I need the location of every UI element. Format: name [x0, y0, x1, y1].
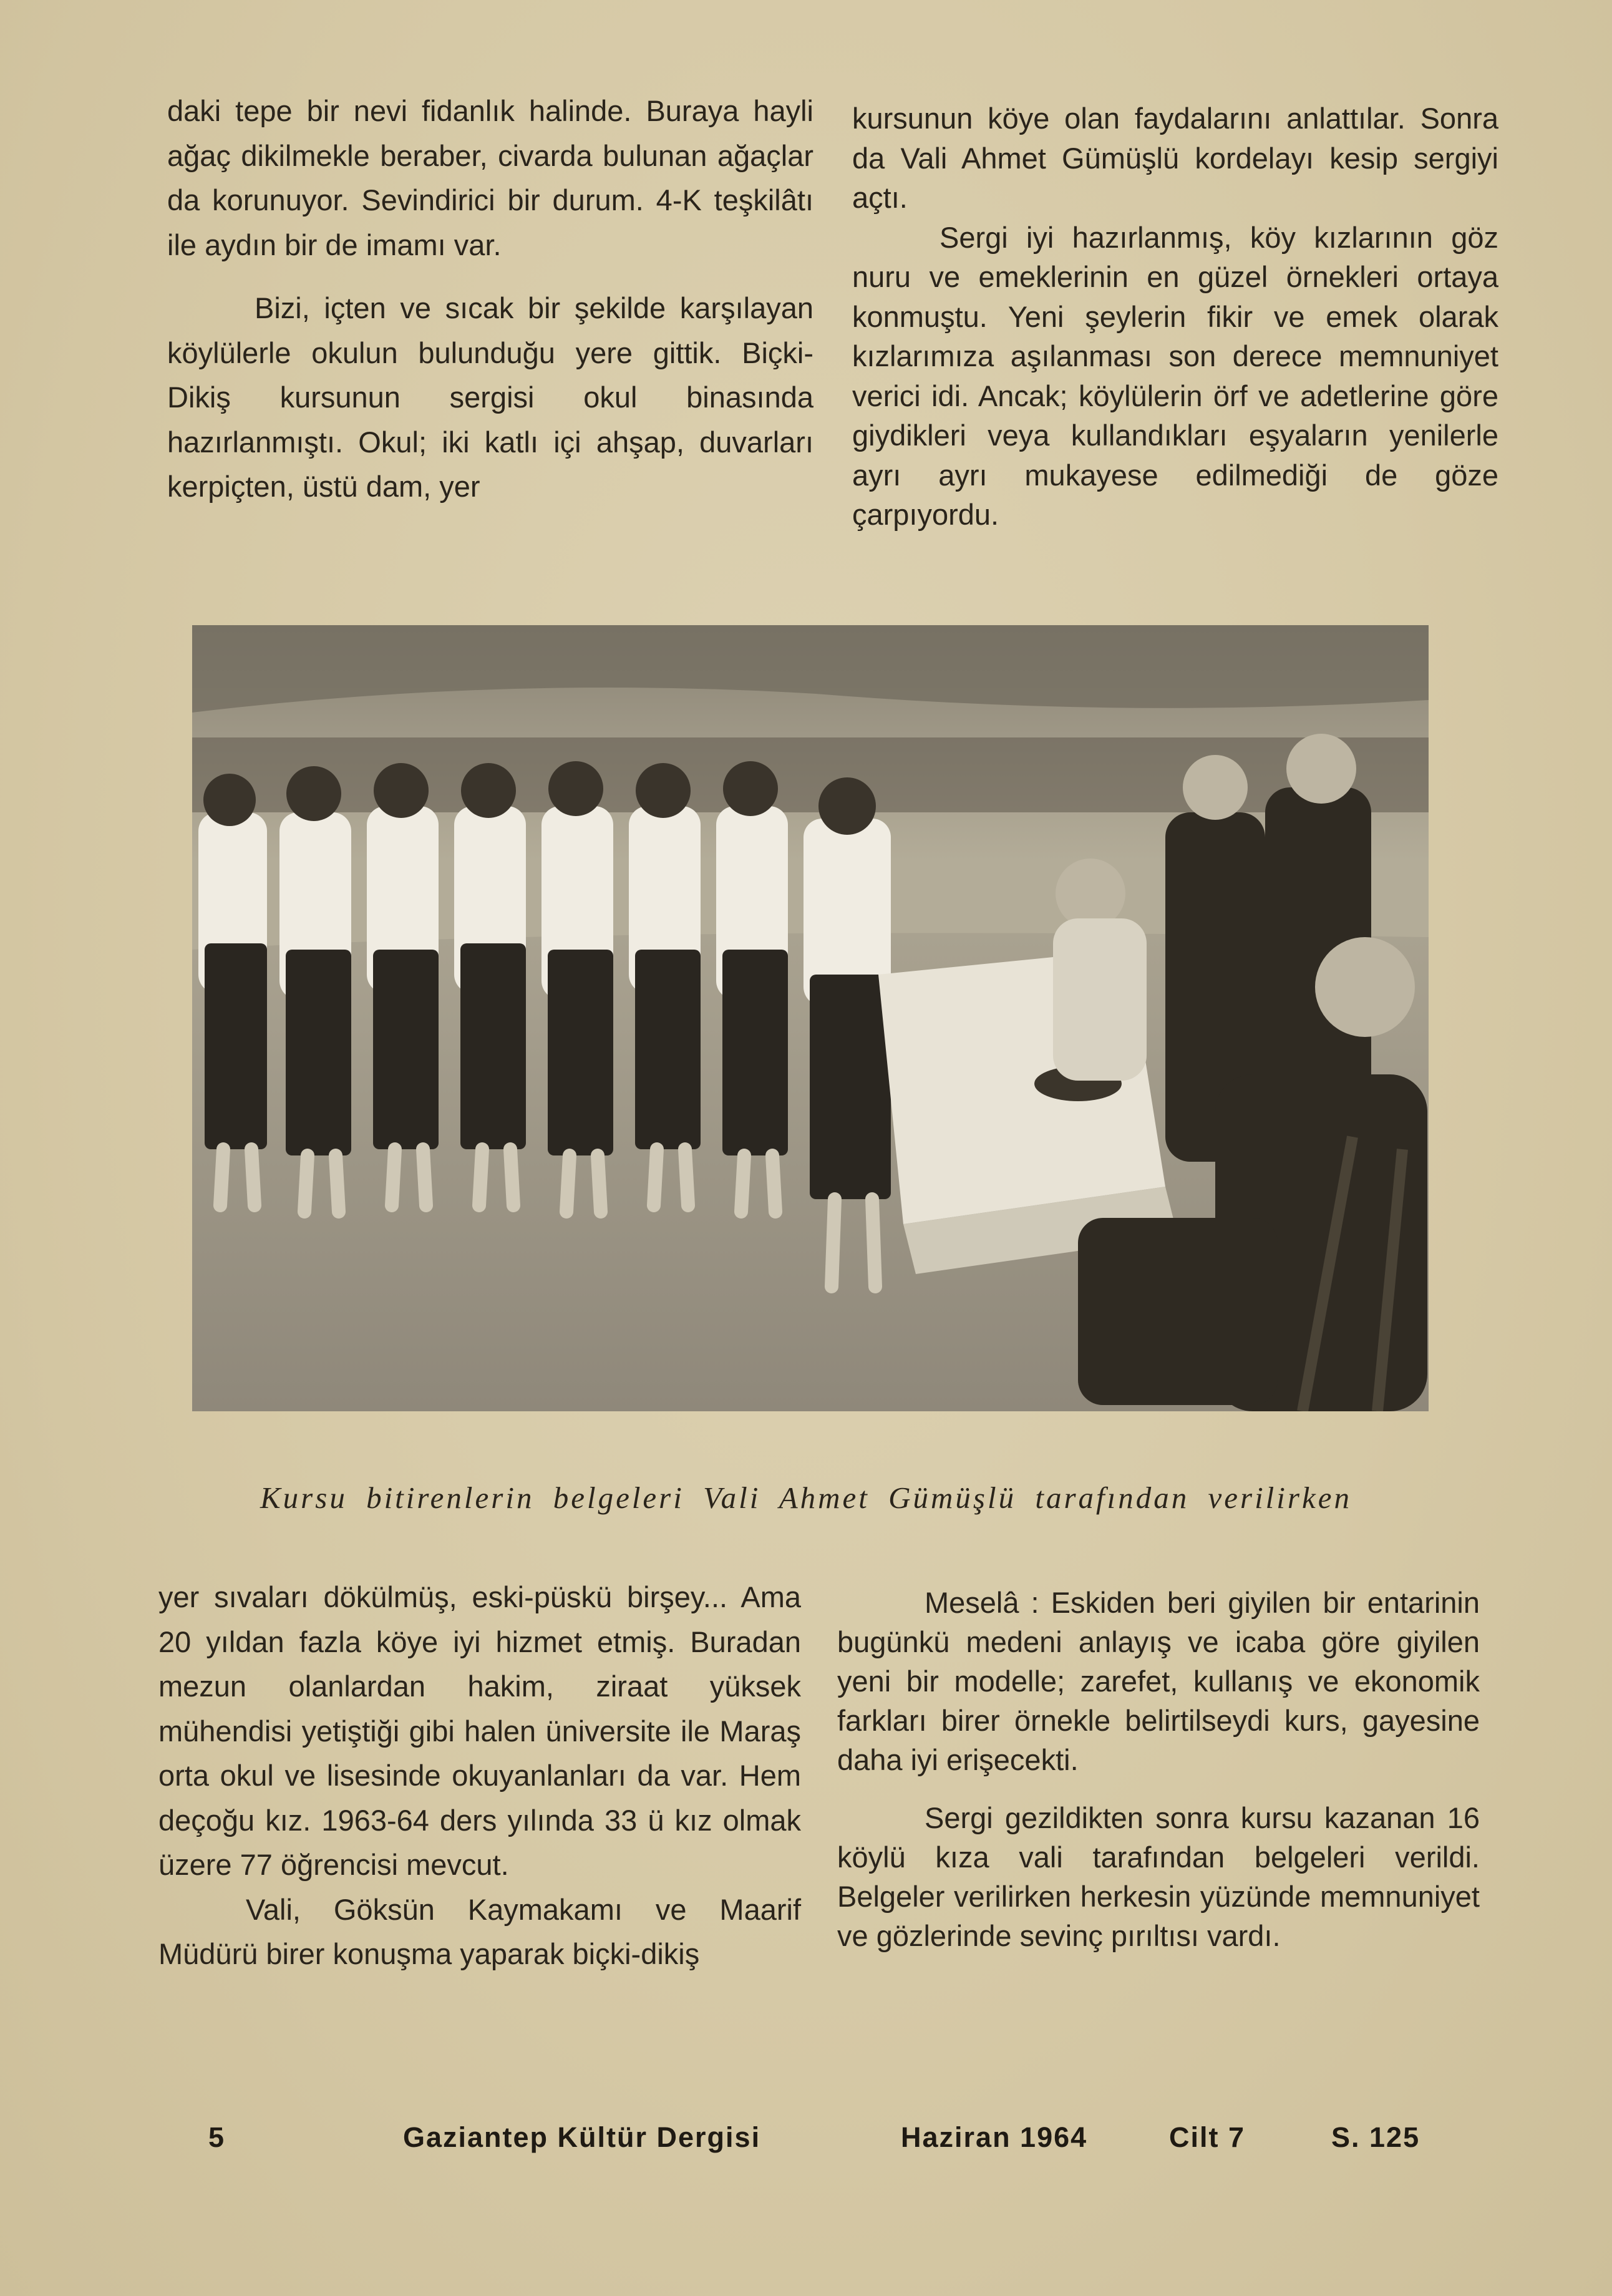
- paragraph: yer sıvaları dökülmüş, eski-püskü birşey... Ama 20 yıldan fazla köye iyi hizmet etmiş. Buradan mezun olanlardan hakim, ziraat yüksek mühendisi yetiştiği gibi halen üniversite ile Maraş orta okul ve lisesinde okuyanlanları da var. Hem deçoğu kız. 1963-64 ders yılında 33 ü kız olmak üzere 77 öğrencisi mevcut.: [158, 1580, 801, 1881]
- article-photo: [192, 625, 1429, 1411]
- article-column-top-left: [167, 89, 813, 509]
- paragraph: Vali, Göksün Kaymakamı ve Maarif Müdürü birer konuşma yaparak biçki-dikiş: [158, 1892, 801, 1970]
- issue-date: Haziran 1964: [901, 2121, 1088, 2153]
- article-column-bottom-right: [837, 1583, 1480, 1955]
- issue-number: S. 125: [1331, 2121, 1420, 2153]
- paragraph: Sergi iyi hazırlanmış, köy kızlarının göz nuru ve emeklerinin en güzel örnekleri ortaya konmuştu. Yeni şeylerin fikir ve emek olarak kızlarımıza aşılanması son derece memnuniyet verici idi. Ancak; köylülerin örf ve adetlerine göre giydikleri veya kullandıkları eşyaların yenilerle ayrı ayrı mukayese edilmediği de göze çarpıyordu.: [852, 220, 1498, 531]
- page-footer: [208, 2121, 1425, 2159]
- photo-caption: Kursu bitirenlerin belgeleri Vali Ahmet Gümüşlü tarafından verilirken: [260, 1481, 1352, 1515]
- journal-title: Gaziantep Kültür Dergisi: [403, 2121, 761, 2153]
- paragraph: daki tepe bir nevi fidanlık halinde. Buraya hayli ağaç dikilmekle beraber, civarda bulunan ağaçlar da korunuyor. Sevindirici bir durum. 4-K teşkilâtı ile aydın bir de imamı var.: [167, 94, 813, 261]
- article-column-bottom-left: [158, 1575, 801, 1977]
- paragraph: Meselâ : Eskiden beri giyilen bir entarinin bugünkü medeni anlayış ve icaba göre giyilen yeni bir modelle; zarefet, kullanış ve ekonomik farkları birer örnekle belirtilseydi kurs, gayesine daha iyi erişecekti.: [837, 1586, 1480, 1776]
- paragraph: kursunun köye olan faydalarını anlattılar. Sonra da Vali Ahmet Gümüşlü kordelayı kesip sergiyi açtı.: [852, 102, 1498, 214]
- paragraph: Bizi, içten ve sıcak bir şekilde karşılayan köylülerle okulun bulunduğu yere gittik. Biçki- Dikiş kursunun sergisi okul binasında hazırlanmıştı. Okul; iki katlı içi ahşap, duvarları kerpiçten, üstü dam, yer: [167, 291, 813, 503]
- article-column-top-right: [852, 99, 1498, 535]
- volume-label: Cilt 7: [1169, 2121, 1246, 2153]
- page-number: 5: [208, 2121, 225, 2153]
- paragraph: Sergi gezildikten sonra kursu kazanan 16 köylü kıza vali tarafından belgeleri verildi. Belgeler verilirken herkesin yüzünde memnuniyet ve gözlerinde sevinç pırıltısı vardı.: [837, 1801, 1480, 1952]
